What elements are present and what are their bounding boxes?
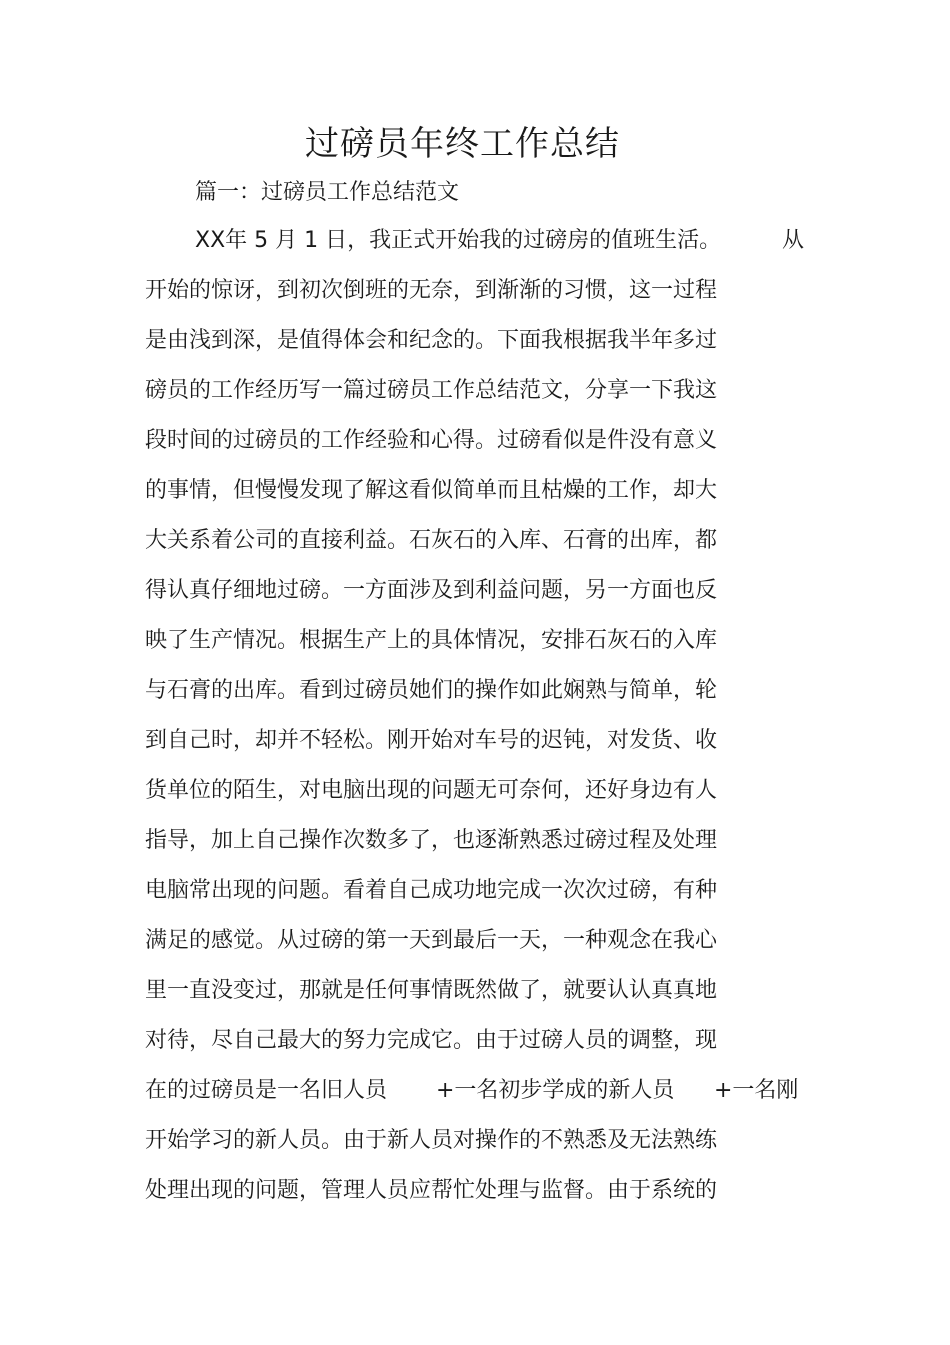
body-line-19: 开始学习的新人员。由于新人员对操作的不熟悉及无法熟练	[145, 1128, 718, 1153]
body-line-18-middle: +一名初步学成的新人员	[436, 1078, 675, 1103]
body-line-12: 货单位的陌生，对电脑出现的问题无可奈何，还好身边有人	[145, 778, 718, 803]
body-line-11: 到自己时，却并不轻松。刚开始对车号的迟钝，对发货、收	[145, 728, 718, 753]
body-line-20: 处理出现的问题，管理人员应帮忙处理与监督。由于系统的	[145, 1178, 718, 1203]
body-line-16: 里一直没变过，那就是任何事情既然做了，就要认认真真地	[145, 978, 718, 1003]
body-line-1-tail: 从	[782, 228, 805, 253]
body-line-7: 大关系着公司的直接利益。石灰石的入库、石膏的出库，都	[145, 528, 718, 553]
body-line-18: 在的过磅员是一名旧人员	[145, 1078, 388, 1103]
body-line-2: 开始的惊讶，到初次倒班的无奈，到渐渐的习惯，这一过程	[145, 278, 718, 303]
body-line-14: 电脑常出现的问题。看着自己成功地完成一次次过磅，有种	[145, 878, 718, 903]
body-line-17: 对待，尽自己最大的努力完成它。由于过磅人员的调整，现	[145, 1028, 718, 1053]
body-line-6: 的事情，但慢慢发现了解这看似简单而且枯燥的工作，却大	[145, 478, 718, 503]
body-line-3: 是由浅到深，是值得体会和纪念的。下面我根据我半年多过	[145, 328, 718, 353]
document-title: 过磅员年终工作总结	[305, 124, 620, 164]
body-line-5: 段时间的过磅员的工作经验和心得。过磅看似是件没有意义	[145, 428, 718, 453]
body-line-1: XX年 5 月 1 日，我正式开始我的过磅房的值班生活。	[195, 228, 722, 253]
body-line-13: 指导，加上自己操作次数多了，也逐渐熟悉过磅过程及处理	[145, 828, 718, 853]
body-line-18-tail: +一名刚	[714, 1078, 799, 1103]
body-line-8: 得认真仔细地过磅。一方面涉及到利益问题，另一方面也反	[145, 578, 718, 603]
body-line-10: 与石膏的出库。看到过磅员她们的操作如此娴熟与简单，轮	[145, 678, 718, 703]
body-line-9: 映了生产情况。根据生产上的具体情况，安排石灰石的入库	[145, 628, 718, 653]
document-subtitle: 篇一：过磅员工作总结范文	[195, 180, 460, 205]
body-line-4: 磅员的工作经历写一篇过磅员工作总结范文，分享一下我这	[145, 378, 718, 403]
body-line-15: 满足的感觉。从过磅的第一天到最后一天，一种观念在我心	[145, 928, 718, 953]
